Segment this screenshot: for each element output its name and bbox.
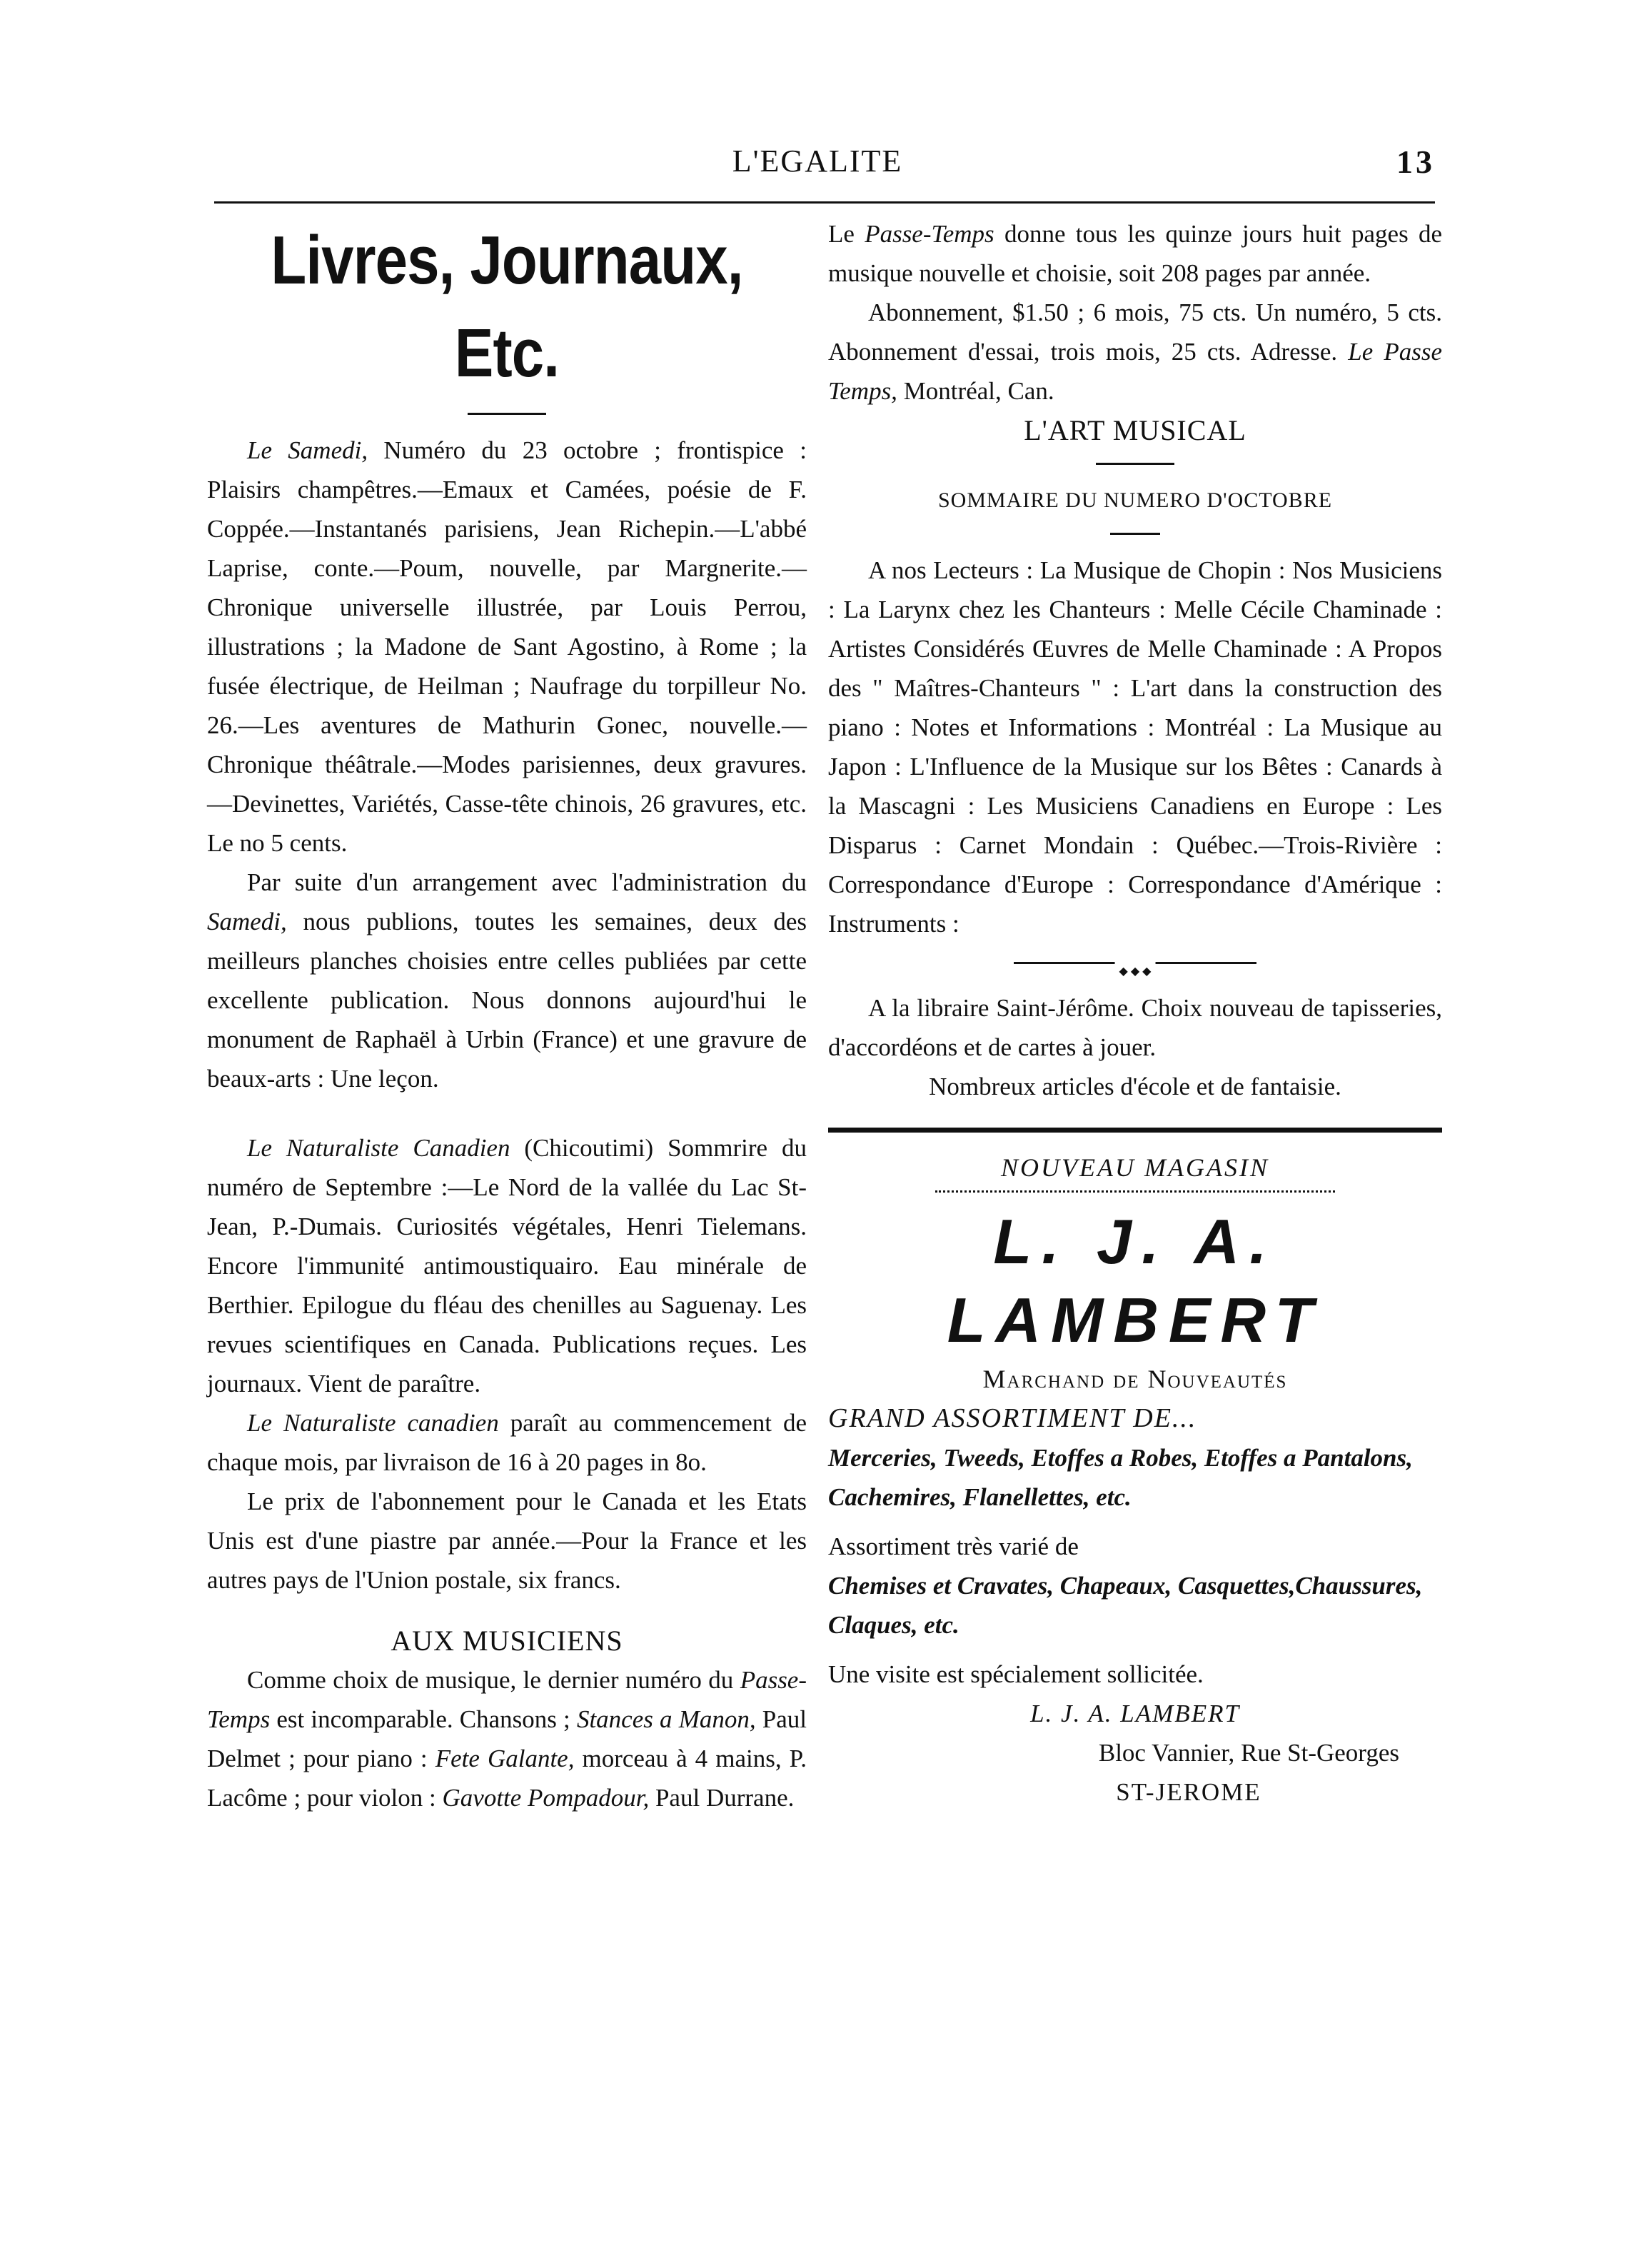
ornament-divider (1014, 962, 1256, 964)
journal-title: L'EGALITE (732, 144, 903, 179)
musiciens-title: AUX MUSICIENS (391, 1625, 623, 1657)
nombreux-line: Nombreux articles d'école et de fantaisie. (929, 1073, 1341, 1100)
right-column (828, 214, 1442, 1812)
left-column (207, 214, 807, 1817)
arrangement-paragraph: Par suite d'un arrangement avec l'administration du Samedi, nous publions, toutes les semaines, deux des meilleurs planches choisies entre celles publiées par cette excellente publication. Nous donnons aujourd'hui le monument de Raphaël à Urbin (France) et une gravure de beaux-arts : Une leçon. (207, 868, 807, 1093)
nouveau-magasin-title: NOUVEAU MAGASIN (1001, 1153, 1269, 1182)
samedi-title: Le Samedi, (247, 436, 368, 464)
chemises-list: Chemises et Cravates, Chapeaux, Casquettes,Chaussures, Claques, etc. (828, 1572, 1423, 1639)
divider (468, 413, 546, 415)
marchand-subtitle: Marchand de Nouveautés (982, 1365, 1288, 1393)
sommaire-paragraph: A nos Lecteurs : La Musique de Chopin : Nos Musiciens : La Larynx chez les Chanteurs : Melle Cécile Chaminade : Artistes Considérés Œuvres de Melle Chaminade : A Propos des " Maîtres-Chanteurs " : L'art dans la construction des piano : Notes et Informations : Montréal : La Musique au Japon : L'Influence de la Musique sur los Bêtes : Canards à la Mascagni : Les Musiciens Canadiens en Europe : Les Disparus : Carnet Mondain : Québec.—Trois-Rivière : Correspondance d'Europe : Correspondance d'Amérique : Instruments : (828, 556, 1442, 938)
assortiment-line: Assortiment très varié de (828, 1532, 1079, 1560)
address-line: Bloc Vannier, Rue St-Georges (1098, 1739, 1399, 1767)
naturaliste-title: Le Naturaliste Canadien (247, 1134, 510, 1162)
abonnement-paragraph: Abonnement, $1.50 ; 6 mois, 75 cts. Un numéro, 5 cts. Abonnement d'essai, trois mois, 25 cts. Adresse. Le Passe Temps, Montréal, Can. (828, 298, 1442, 405)
divider (1096, 463, 1174, 465)
grand-assortiment: GRAND ASSORTIMENT DE... (828, 1403, 1197, 1433)
merceries-list: Merceries, Tweeds, Etoffes a Robes, Etoffes a Pantalons, Cachemires, Flanellettes, etc. (828, 1444, 1413, 1511)
section-heading: Livres, Journaux, Etc. (271, 222, 743, 391)
sommaire-heading: SOMMAIRE DU NUMERO D'OCTOBRE (937, 488, 1333, 512)
naturaliste-paragraph: Le Naturaliste Canadien (Chicoutimi) Sommrire du numéro de Septembre :—Le Nord de la vallée du Lac St-Jean, P.-Dumais. Curiosités végétales, Henri Tielemans. Encore l'immunité antimoustiquairo. Eau minérale de Berthier. Epilogue du fléau des chenilles au Saguenay. Les revues scientifiques en Canada. Publications reçues. Les journaux. Vient de paraître. (207, 1134, 807, 1398)
art-musical-title: L'ART MUSICAL (1024, 414, 1246, 446)
dotted-rule (935, 1190, 1335, 1193)
page-number: 13 (1396, 144, 1435, 180)
librairie-paragraph: A la libraire Saint-Jérôme. Choix nouveau de tapisseries, d'accordéons et de cartes à jouer. (828, 994, 1442, 1061)
visite-line: Une visite est spécialement sollicitée. (828, 1660, 1204, 1688)
musique-paragraph: Comme choix de musique, le dernier numéro du Passe-Temps est incomparable. Chansons ; Stances a Manon, Paul Delmet ; pour piano : Fete Galante, morceau à 4 mains, P. Lacôme ; pour violon : Gavotte Pompadour, Paul Durrane. (207, 1666, 807, 1812)
page-header (200, 143, 1435, 193)
signature: L. J. A. LAMBERT (1030, 1700, 1240, 1727)
parait-paragraph: Le Naturaliste canadien paraît au commencement de chaque mois, par livraison de 16 à 20 pages in 8o. (207, 1409, 807, 1476)
samedi-paragraph: Le Samedi, Numéro du 23 octobre ; frontispice : Plaisirs champêtres.—Emaux et Camées, poésie de F. Coppée.—Instantanés parisiens, Jean Richepin.—L'abbé Laprise, conte.—Poum, nouvelle, par Margnerite.— Chronique universelle illustrée, par Louis Perrou, illustrations ; la Madone de Sant Agostino, à Rome ; la fusée électrique, de Heilman ; Naufrage du torpilleur No. 26.—Les aventures de Mathurin Gonec, nouvelle.—Chronique théâtrale.—Modes parisiennes, deux gravures.—Devinettes, Variétés, Casse-tête chinois, 26 gravures, etc. Le no 5 cents. (207, 436, 807, 857)
lambert-heading: L. J. A. LAMBERT (947, 1206, 1324, 1355)
header-rule (214, 201, 1435, 204)
prix-paragraph: Le prix de l'abonnement pour le Canada et les Etats Unis est d'une piastre par année.—Pour la France et les autres pays de l'Union postale, six francs. (207, 1487, 807, 1594)
heavy-rule (828, 1128, 1442, 1133)
passe-temps-paragraph: Le Passe-Temps donne tous les quinze jours huit pages de musique nouvelle et choisie, soit 208 pages par année. (828, 220, 1442, 287)
divider (1110, 533, 1160, 535)
city-line: ST-JEROME (1116, 1778, 1261, 1806)
spacer (207, 1098, 807, 1128)
